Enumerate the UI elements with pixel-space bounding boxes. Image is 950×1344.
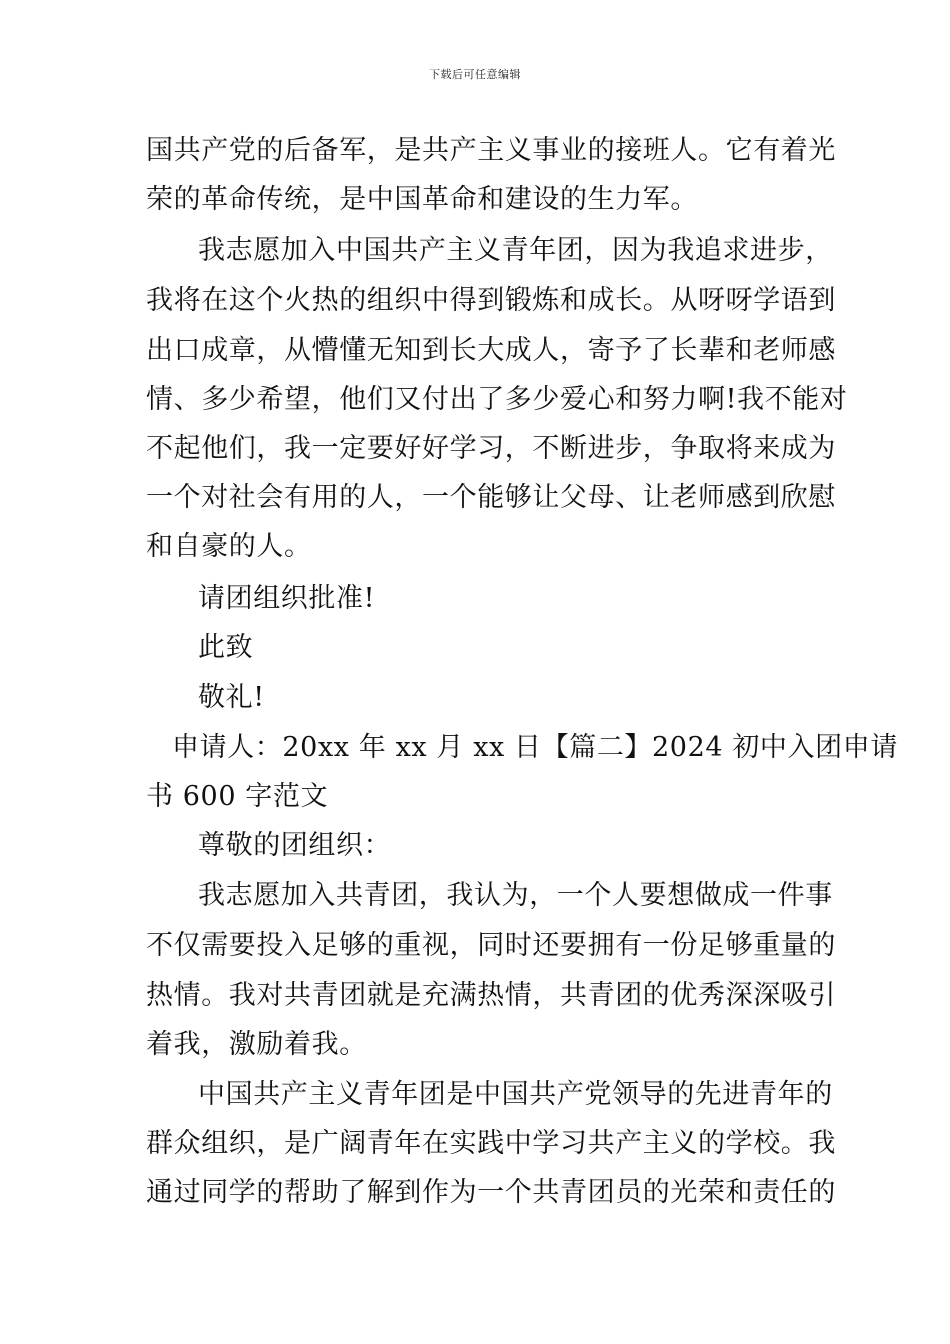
text-line: 国共产党的后备军，是共产主义事业的接班人。它有着光 — [146, 135, 836, 166]
text-line: 一个对社会有用的人，一个能够让父母、让老师感到欣慰 — [146, 482, 836, 513]
text-line: 不仅需要投入足够的重视，同时还要拥有一份足够重量的 — [146, 930, 836, 961]
text-line: 情、多少希望，他们又付出了多少爱心和努力啊!我不能对 — [146, 384, 848, 415]
letter-greeting: 尊敬的团组织： — [198, 830, 392, 861]
text-line: 和自豪的人。 — [146, 531, 312, 562]
text-line: 荣的革命传统，是中国革命和建设的生力军。 — [146, 184, 698, 215]
closing-regards: 敬礼! — [198, 682, 265, 713]
page-header-note: 下载后可任意编辑 — [429, 68, 521, 81]
text-line: 我将在这个火热的组织中得到锻炼和成长。从呀呀学语到 — [146, 285, 836, 316]
paragraph-first-line: 中国共产主义青年团是中国共产党领导的先进青年的 — [198, 1079, 833, 1110]
text-line: 出口成章，从懵懂无知到长大成人，寄予了长辈和老师感 — [146, 335, 836, 366]
closing-request: 请团组织批准! — [198, 583, 376, 614]
text-line: 书 600 字范文 — [146, 781, 329, 812]
closing-salutation: 此致 — [198, 632, 254, 663]
text-line: 着我，激励着我。 — [146, 1029, 367, 1060]
text-line: 不起他们，我一定要好好学习，不断进步，争取将来成为 — [146, 433, 836, 464]
text-line: 通过同学的帮助了解到作为一个共青团员的光荣和责任的 — [146, 1177, 836, 1208]
applicant-signature-line: 申请人：20xx 年 xx 月 xx 日【篇二】2024 初中入团申请 — [172, 732, 898, 763]
paragraph-first-line: 我志愿加入共青团，我认为，一个人要想做成一件事 — [198, 880, 833, 911]
text-line: 群众组织，是广阔青年在实践中学习共产主义的学校。我 — [146, 1128, 836, 1159]
paragraph-first-line: 我志愿加入中国共产主义青年团，因为我追求进步， — [198, 235, 833, 266]
text-line: 热情。我对共青团就是充满热情，共青团的优秀深深吸引 — [146, 980, 836, 1011]
